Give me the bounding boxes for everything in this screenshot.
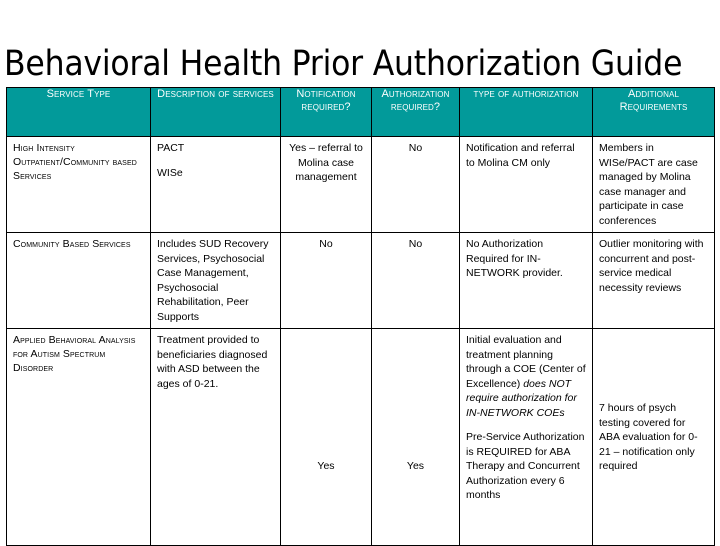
column-header-additional-requirements xyxy=(593,88,715,137)
additional-requirements-text: Members in WISe/PACT are case managed by Molina case manager and participate in case conferences xyxy=(599,142,698,227)
type-of-authorization-text-emphasis: does NOT require authorization for IN-NETWORK COEs xyxy=(466,377,577,419)
cell-description-of-services xyxy=(151,137,281,233)
table-row xyxy=(7,233,715,329)
cell-additional-requirements xyxy=(593,137,715,233)
table-header xyxy=(7,88,715,137)
description-line-2: WISe xyxy=(157,166,183,179)
service-type-text: High Intensity Outpatient/Community based Services xyxy=(13,142,137,182)
column-header-notification-required-label: Notification required? xyxy=(296,88,356,113)
cell-authorization-required xyxy=(372,233,460,329)
cell-notification-required xyxy=(281,233,372,329)
cell-type-of-authorization xyxy=(460,233,593,329)
column-header-service-type xyxy=(7,88,151,137)
notification-required-text: Yes xyxy=(317,460,335,472)
description-spacer xyxy=(157,156,274,166)
cell-service-type xyxy=(7,233,151,329)
column-header-description-of-services xyxy=(151,88,281,137)
column-header-service-type-label: Service Type xyxy=(46,88,111,100)
cell-description-of-services xyxy=(151,329,281,546)
cell-notification-required xyxy=(281,137,372,233)
column-header-description-of-services-label: Description of services xyxy=(157,88,274,100)
description-text: Treatment provided to beneficiaries diagnosed with ASD between the ages of 0-21. xyxy=(157,334,268,390)
cell-type-of-authorization xyxy=(460,329,593,546)
table-row xyxy=(7,137,715,233)
cell-description-of-services xyxy=(151,233,281,329)
column-header-additional-requirements-label: Additional Requirements xyxy=(619,88,688,113)
type-of-authorization-text-plain: Initial evaluation and treatment planning through a COE (Center of Excellence) xyxy=(466,334,586,390)
cell-authorization-required xyxy=(372,329,460,546)
cell-additional-requirements xyxy=(593,329,715,546)
column-header-type-of-authorization-label: type of authorization xyxy=(473,88,579,100)
table-row xyxy=(7,329,715,546)
page-title: Behavioral Health Prior Authorization Guide xyxy=(4,44,683,84)
additional-requirements-text: Outlier monitoring with concurrent and post-service medical necessity reviews xyxy=(599,238,704,294)
description-line-1: PACT xyxy=(157,142,185,154)
type-of-authorization-paragraph-1 xyxy=(466,334,586,419)
table-header-row xyxy=(7,88,715,137)
cell-additional-requirements xyxy=(593,233,715,329)
additional-requirements-text: 7 hours of psych testing covered for ABA evaluation for 0-21 – notification only required xyxy=(599,402,698,472)
column-header-authorization-required-label: Authorization required? xyxy=(381,88,450,113)
cell-authorization-required xyxy=(372,137,460,233)
notification-required-text: No xyxy=(319,238,333,250)
notification-required-text: Yes – referral to Molina case management xyxy=(289,142,363,183)
type-of-authorization-spacer xyxy=(466,420,586,430)
authorization-required-text: No xyxy=(408,142,423,154)
cell-type-of-authorization xyxy=(460,137,593,233)
service-type-text: Community Based Services xyxy=(13,238,131,250)
type-of-authorization-text: No Authorization Required for IN-NETWORK provider. xyxy=(466,238,563,279)
description-text: Includes SUD Recovery Services, Psychosocial Case Management, Psychosocial Rehabilitation, Peer Supports xyxy=(157,238,269,323)
service-type-text: Applied Behavioral Analysis for Autism Spectrum Disorder xyxy=(13,334,136,374)
type-of-authorization-text: Notification and referral to Molina CM only xyxy=(466,142,575,169)
column-header-authorization-required xyxy=(372,88,460,137)
table-body xyxy=(7,137,715,546)
authorization-required-text: No xyxy=(408,238,423,250)
type-of-authorization-paragraph-2: Pre-Service Authorization is REQUIRED for ABA Therapy and Concurrent Authorization every 6 months xyxy=(466,431,585,501)
column-header-notification-required xyxy=(281,88,372,137)
cell-notification-required xyxy=(281,329,372,546)
authorization-required-text: Yes xyxy=(406,460,425,472)
cell-service-type xyxy=(7,137,151,233)
prior-authorization-table xyxy=(6,87,715,546)
column-header-type-of-authorization xyxy=(460,88,593,137)
cell-service-type xyxy=(7,329,151,546)
